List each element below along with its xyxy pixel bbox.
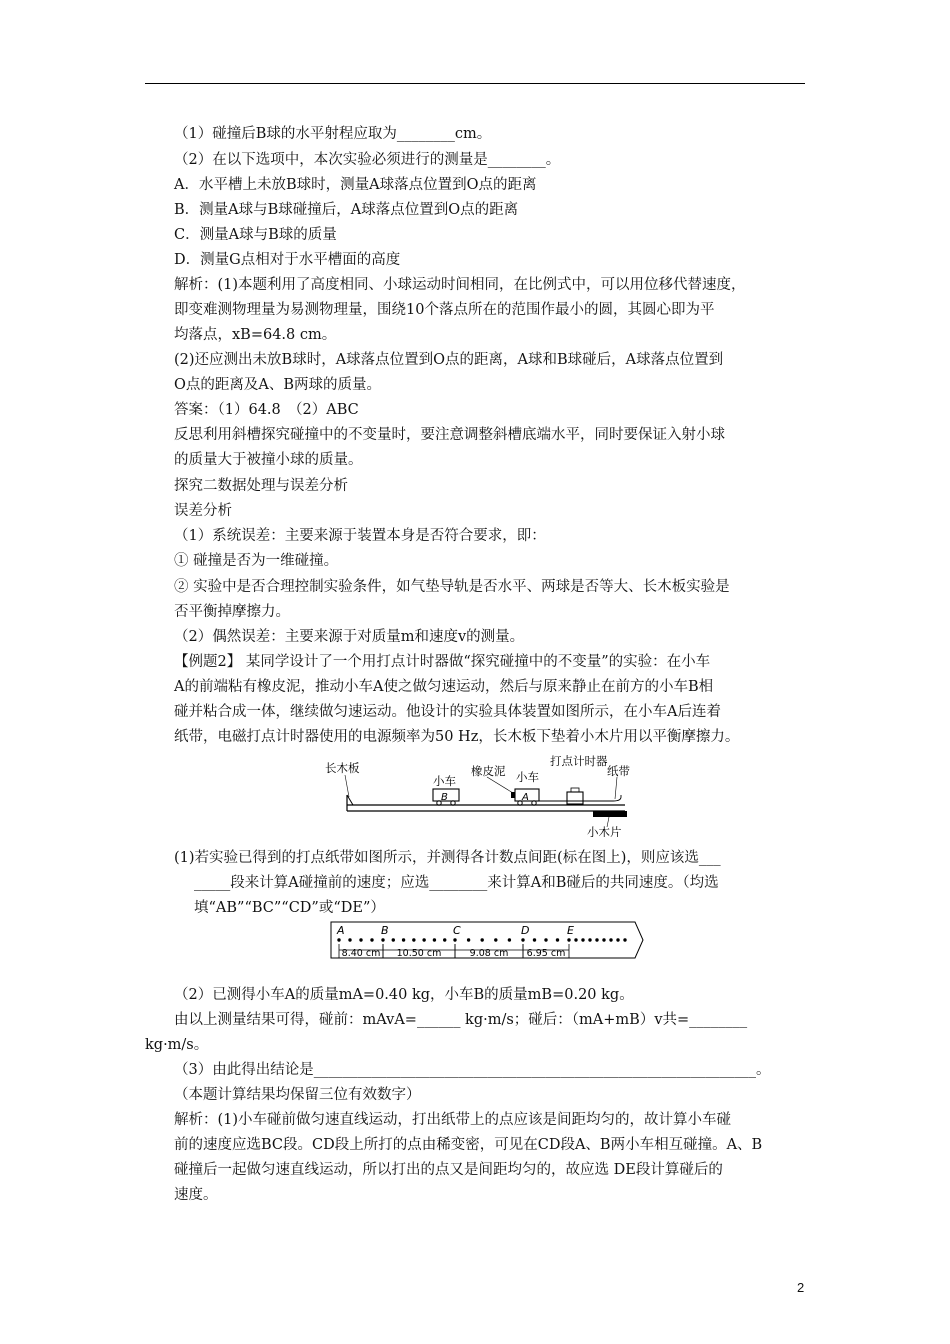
- tape-dot: [567, 938, 570, 941]
- tape-dot: [602, 938, 605, 941]
- paper-tape-figure: [325, 916, 650, 976]
- tape-dot: [422, 938, 425, 941]
- tape-point-label: A: [337, 924, 345, 937]
- tape-point-label: D: [521, 924, 530, 937]
- text-line: C．测量A球与B球的质量: [174, 227, 337, 243]
- tape-dot: [581, 938, 584, 941]
- text-line: 纸带，电磁打点计时器使用的电源频率为50 Hz，长木板下垫着小木片用以平衡摩擦力。: [174, 729, 740, 745]
- tape-dot: [467, 938, 470, 941]
- text-line: （2）在以下选项中，本次实验必须进行的测量是________。: [174, 152, 561, 168]
- text-line: （2）已测得小车A的质量mA=0.40 kg，小车B的质量mB=0.20 kg。: [174, 987, 634, 1003]
- distance-label: 9.08 cm: [469, 948, 509, 959]
- tape-dot: [533, 938, 536, 941]
- text-line: 解析：(1)本题利用了高度相同、小球运动时间相同，在比例式中，可以用位移代替速度，: [174, 277, 746, 293]
- tape-dot: [453, 938, 456, 941]
- text-line: （1）系统误差：主要来源于装置本身是否符合要求，即：: [174, 528, 546, 544]
- tape-dot: [337, 938, 340, 941]
- text-line: 即变难测物理量为易测物理量，围绕10个落点所在的范围作最小的圆，其圆心即为平: [174, 302, 715, 318]
- distance-label: 8.40 cm: [341, 948, 381, 959]
- apparatus-figure: [325, 755, 645, 837]
- label-tape: 纸带: [607, 764, 630, 778]
- tape-distance-markers: [339, 944, 569, 959]
- tape-dot: [623, 938, 626, 941]
- tape-dot: [402, 938, 405, 941]
- header-rule: [145, 83, 805, 84]
- tape-dot: [412, 938, 415, 941]
- text-line: kg·m/s。: [145, 1037, 209, 1053]
- text-line: _____段来计算A碰撞前的速度；应选________来计算A和B碰后的共同速度。（均选: [194, 875, 719, 891]
- text-line: （本题计算结果均保留三位有效数字）: [174, 1087, 421, 1103]
- tape-dot: [381, 938, 384, 941]
- tape-dot: [544, 938, 547, 941]
- text-line: 碰撞后一起做匀速直线运动，所以打出的点又是间距均匀的，故应选 DE段计算碰后的: [174, 1162, 723, 1178]
- label-board: 长木板: [325, 761, 360, 775]
- text-line: 由以上测量结果可得，碰前：mAvA=______ kg·m/s；碰后：（mA+mB）v共=________: [174, 1012, 748, 1028]
- text-line: O点的距离及A、B两球的质量。: [174, 377, 382, 393]
- text-line: 前的速度应选BC段。CD段上所打的点由稀变密，可见在CD段A、B两小车相互碰撞。A、B: [174, 1137, 763, 1153]
- text-line: (2)还应测出未放B球时，A球落点位置到O点的距离，A球和B球碰后，A球落点位置到: [174, 352, 724, 368]
- tape-dot: [595, 938, 598, 941]
- text-line: 碰并粘合成一体，继续做匀速运动。他设计的实验具体装置如图所示，在小车A后连着: [174, 704, 721, 720]
- text-line: A的前端粘有橡皮泥，推动小车A使之做匀速运动，然后与原来静止在前方的小车B相: [174, 679, 714, 695]
- text-line: ② 实验中是否合理控制实验条件，如气垫导轨是否水平、两球是否等大、长木板实验是: [174, 579, 730, 595]
- tape-dot: [359, 938, 362, 941]
- text-line: 探究二数据处理与误差分析: [174, 478, 348, 494]
- tape-dot: [433, 938, 436, 941]
- text-line: 反思利用斜槽探究碰撞中的不变量时，要注意调整斜槽底端水平，同时要保证入射小球: [174, 427, 725, 443]
- tape-dot: [588, 938, 591, 941]
- tape-dot: [508, 938, 511, 941]
- label-block: 小木片: [587, 825, 622, 837]
- text-line: (1)若实验已得到的打点纸带如图所示，并测得各计数点间距(标在图上)，则应该选___: [174, 850, 721, 866]
- text-line: 均落点，xB=64.8 cm。: [174, 327, 337, 343]
- tape-dot: [370, 938, 373, 941]
- text-line: 解析：(1)小车碰前做匀速直线运动，打出纸带上的点应该是间距均匀的，故计算小车碰: [174, 1112, 732, 1128]
- tape-dot: [392, 938, 395, 941]
- tape-dot: [556, 938, 559, 941]
- text-line: 答案：（1）64.8 （2）ABC: [174, 402, 359, 418]
- tape-point-label: E: [567, 924, 574, 937]
- label-putty: 橡皮泥: [471, 764, 506, 778]
- text-line: 误差分析: [174, 503, 232, 519]
- tape-dot: [494, 938, 497, 941]
- text-line: D．测量G点相对于水平槽面的高度: [174, 252, 401, 268]
- label-timer: 打点计时器: [550, 755, 608, 768]
- label-cart-a: 小车: [516, 770, 539, 784]
- tape-dot: [348, 938, 351, 941]
- tape-dots: [337, 938, 626, 941]
- label-cart-b: 小车: [433, 774, 456, 788]
- text-line: （2）偶然误差：主要来源于对质量m和速度v的测量。: [174, 629, 525, 645]
- tape-point-label: B: [381, 924, 389, 937]
- tape-dot: [616, 938, 619, 941]
- text-line: A．水平槽上未放B球时，测量A球落点位置到O点的距离: [174, 177, 537, 193]
- tape-dot: [481, 938, 484, 941]
- text-line: 速度。: [174, 1187, 218, 1203]
- page-number: 2: [797, 1280, 805, 1295]
- text-line: 【例题2】 某同学设计了一个用打点计时器做“探究碰撞中的不变量”的实验：在小车: [174, 654, 711, 670]
- tape-point-label: C: [453, 924, 461, 937]
- text-line: 的质量大于被撞小球的质量。: [174, 452, 363, 468]
- letter-cart-a: A: [522, 792, 529, 803]
- tape-dot: [443, 938, 446, 941]
- tape-dot: [574, 938, 577, 941]
- tape-dot: [609, 938, 612, 941]
- text-line: B．测量A球与B球碰撞后，A球落点位置到O点的距离: [174, 202, 519, 218]
- text-line: ① 碰撞是否为一维碰撞。: [174, 553, 339, 569]
- letter-cart-b: B: [441, 792, 448, 803]
- text-line: （3）由此得出结论是_____________________________________________________________。: [174, 1062, 771, 1078]
- tape-dot: [521, 938, 524, 941]
- distance-label: 6.95 cm: [526, 948, 566, 959]
- tape-point-labels: [336, 924, 574, 937]
- distance-label: 10.50 cm: [396, 948, 442, 959]
- text-line: （1）碰撞后B球的水平射程应取为________cm。: [174, 126, 492, 142]
- text-line: 否平衡掉摩擦力。: [174, 604, 290, 620]
- text-line: 填“AB”“BC”“CD”或“DE”）: [194, 900, 385, 916]
